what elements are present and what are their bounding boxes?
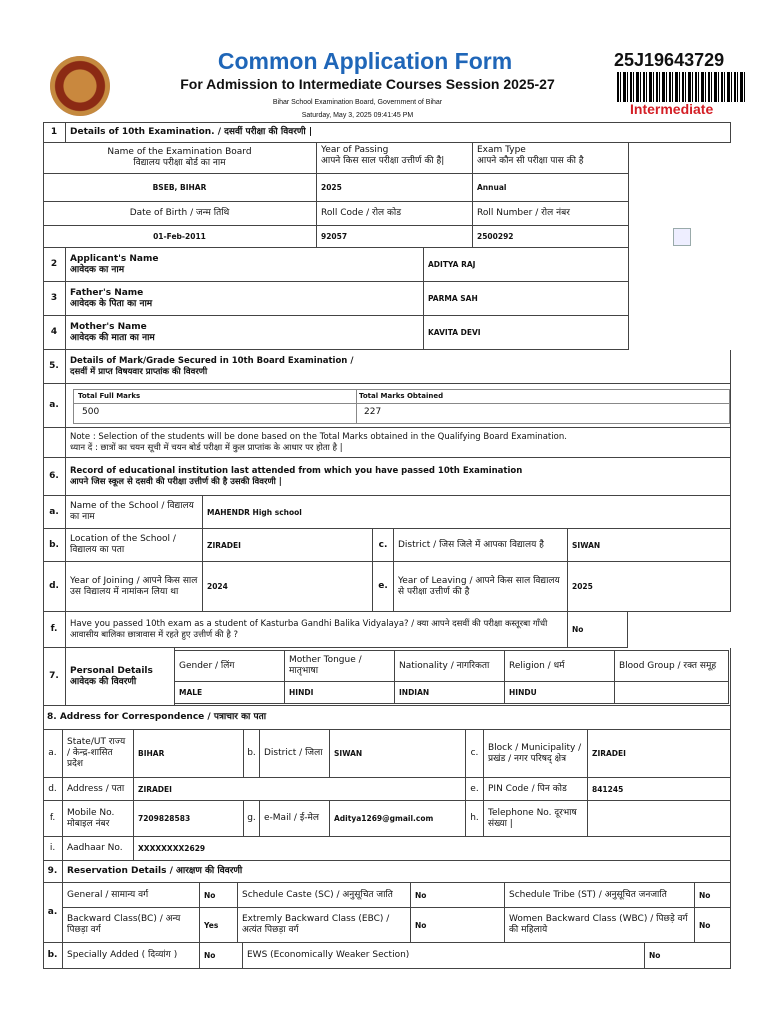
aadhaar-label: Aadhaar No.	[63, 837, 134, 861]
label: Name of the Examination Board	[107, 147, 252, 158]
roll-number-header: Roll Number / रोल नंबर	[473, 202, 629, 226]
exam-type-value: Annual	[473, 174, 629, 202]
label: Exam Type	[477, 145, 526, 155]
section-number: 9.	[43, 861, 63, 883]
school-district-label: District / जिस जिले में आपका विद्यालय है	[394, 529, 568, 562]
school-name-value: MAHENDR High school	[203, 496, 731, 529]
year-joining-value: 2024	[203, 562, 373, 612]
district-value: SIWAN	[330, 730, 466, 778]
title: Details of Mark/Grade Secured in 10th Board Examination /	[70, 356, 354, 367]
sub-number: g.	[244, 801, 260, 837]
reservation-section-title: Reservation Details / आरक्षण की विवरणी	[63, 861, 731, 883]
district-label: District / जिला	[260, 730, 330, 778]
full-marks-label: Total Full Marks	[78, 392, 141, 400]
obtained-marks-label: Total Marks Obtained	[359, 392, 444, 400]
label-hindi: आपने कौन सी परीक्षा पास की है	[477, 155, 584, 166]
wbc-label: Women Backward Class (WBC) / पिछड़े वर्ग की महिलाये	[505, 908, 695, 943]
barcode	[617, 72, 745, 102]
year-joining-label: Year of Joining / आपने किस साल उस विद्यालय में नामांकन लिया था	[66, 562, 203, 612]
note: Note : Selection of the students will be done based on the Total Marks obtained in the Qualifying Board Examination.	[70, 432, 567, 443]
sub-number: i.	[43, 837, 63, 861]
nationality-header: Nationality / नागरिकता	[395, 650, 505, 682]
board-name: Bihar School Examination Board, Government of Bihar	[272, 99, 443, 106]
st-value: No	[695, 883, 731, 908]
state-value: BIHAR	[134, 730, 244, 778]
state-label: State/UT राज्य / केन्द्र-शासित प्रदेश	[63, 730, 134, 778]
ebc-label: Extremly Backward Class (EBC) / अत्यंत पिछड़ा वर्ग	[238, 908, 411, 943]
blank-cell	[43, 428, 66, 458]
sub-number: d.	[43, 562, 66, 612]
sub-number: a.	[43, 883, 63, 943]
general-label: General / सामान्य वर्ग	[63, 883, 200, 908]
sub-number: e.	[466, 778, 484, 801]
nationality-value: INDIAN	[395, 682, 505, 704]
mother-name-label	[66, 316, 424, 350]
address-value: ZIRADEI	[134, 778, 466, 801]
sub-number: a.	[43, 730, 63, 778]
course-label: Intermediate	[630, 101, 714, 117]
religion-value: HINDU	[505, 682, 615, 704]
email-value: Aditya1269@gmail.com	[330, 801, 466, 837]
telephone-value	[588, 801, 731, 837]
label: Personal Details	[70, 665, 153, 676]
year-leaving-value: 2025	[568, 562, 731, 612]
ews-label: EWS (Economically Weaker Section)	[243, 943, 645, 969]
blood-group-value	[615, 682, 729, 704]
school-district-value: SIWAN	[568, 529, 731, 562]
general-value: No	[200, 883, 238, 908]
label: Father's Name	[70, 287, 144, 298]
email-label: e-Mail / ई-मेल	[260, 801, 330, 837]
obtained-marks-value: 227	[364, 407, 382, 417]
specially-added-label: Specially Added ( दिव्यांग )	[63, 943, 200, 969]
section-number: 5.	[43, 350, 66, 384]
section-number: 1	[43, 122, 66, 143]
sub-number: h.	[466, 801, 484, 837]
exam-type-header	[473, 143, 629, 174]
border	[730, 648, 731, 706]
marks-inner-table	[73, 389, 730, 424]
mother-name-value: KAVITA DEVI	[424, 316, 629, 350]
label-hindi: आपने किस साल परीक्षा उत्तीर्ण की है|	[321, 155, 445, 166]
ews-value: No	[645, 943, 731, 969]
school-location-value: ZIRADEI	[203, 529, 373, 562]
block-value: ZIRADEI	[588, 730, 731, 778]
exam-board-value: BSEB, BIHAR	[43, 174, 317, 202]
school-name-label: Name of the School / विद्यालय का नाम	[66, 496, 203, 529]
mobile-value: 7209828583	[134, 801, 244, 837]
roll-code-value: 92057	[317, 226, 473, 248]
dob-value: 01-Feb-2011	[43, 226, 317, 248]
kgbv-question: Have you passed 10th exam as a student of Kasturba Gandhi Balika Vidyalaya? / क्या आपने दसवीं की परीक्षा कस्तूरबा गाँधी आवासीय बालिका छात्रावास में रहते हुए उत्तीर्ण की है ?	[66, 612, 568, 648]
title-hindi: दसवीं में प्राप्त विषयवार प्राप्तांक की विवरणी	[70, 366, 208, 377]
address-section-title: 8. Address for Correspondence / पत्राचार का पता	[43, 706, 731, 730]
wbc-value: No	[695, 908, 731, 943]
personal-details-label	[66, 648, 175, 706]
roll-number-value: 2500292	[473, 226, 629, 248]
selection-note	[66, 428, 731, 458]
exam-board-header	[43, 143, 317, 174]
telephone-label: Telephone No. दूरभाष संख्या |	[484, 801, 588, 837]
section-title: Details of 10th Examination. / दसवीं परीक्षा की विवरणी |	[66, 122, 731, 143]
year-passing-header	[317, 143, 473, 174]
father-name-value: PARMA SAH	[424, 282, 629, 316]
sub-number: d.	[43, 778, 63, 801]
label: Year of Passing	[321, 145, 389, 155]
bc-label: Backward Class(BC) / अन्य पिछड़ा वर्ग	[63, 908, 200, 943]
gender-header: Gender / लिंग	[175, 650, 285, 682]
section-number: 3	[43, 282, 66, 316]
year-passing-value: 2025	[317, 174, 473, 202]
title: Record of educational institution last attended from which you have passed 10th Examination	[70, 466, 523, 477]
applicant-name-value: ADITYA RAJ	[424, 248, 629, 282]
institution-section-title	[66, 458, 731, 496]
section-number: 4	[43, 316, 66, 350]
sub-number: b.	[43, 943, 63, 969]
label-hindi: विद्यालय परीक्षा बोर्ड का नाम	[133, 158, 226, 168]
father-name-label	[66, 282, 424, 316]
mobile-label: Mobile No. मोबाइल नंबर	[63, 801, 134, 837]
specially-added-value: No	[200, 943, 243, 969]
kgbv-answer: No	[568, 612, 628, 648]
photo-placeholder-icon	[673, 228, 691, 246]
sc-label: Schedule Caste (SC) / अनुसूचित जाति	[238, 883, 411, 908]
pin-value: 841245	[588, 778, 731, 801]
aadhaar-value: XXXXXXXX2629	[134, 837, 731, 861]
blood-group-header: Blood Group / रक्त समूह	[615, 650, 729, 682]
roll-code-header: Roll Code / रोल कोड	[317, 202, 473, 226]
address-label: Address / पता	[63, 778, 134, 801]
religion-header: Religion / धर्म	[505, 650, 615, 682]
page-title: Common Application Form	[217, 48, 513, 74]
sub-number: f.	[43, 612, 66, 648]
label-hindi: आवेदक की विवरणी	[70, 676, 137, 687]
school-location-label: Location of the School / विद्यालय का पता	[66, 529, 203, 562]
full-marks-value: 500	[82, 407, 100, 417]
label-hindi: आवेदक के पिता का नाम	[70, 298, 153, 309]
applicant-name-label	[66, 248, 424, 282]
ebc-value: No	[411, 908, 505, 943]
label: Applicant's Name	[70, 253, 159, 264]
label-hindi: आवेदक की माता का नाम	[70, 332, 155, 343]
sub-number: a.	[43, 384, 66, 428]
page-subtitle: For Admission to Intermediate Courses Session 2025-27	[180, 76, 555, 92]
st-label: Schedule Tribe (ST) / अनुसूचित जनजाति	[505, 883, 695, 908]
gender-value: MALE	[175, 682, 285, 704]
section-number: 2	[43, 248, 66, 282]
bc-value: Yes	[200, 908, 238, 943]
marks-section-title	[66, 350, 731, 384]
title-hindi: आपने जिस स्कूल से दसवी की परीक्षा उत्तीर्ण की है उसकी विवरणी |	[70, 476, 282, 487]
mother-tongue-header: Mother Tongue / मातृभाषा	[285, 650, 395, 682]
generated-datetime: Saturday, May 3, 2025 09:41:45 PM	[301, 112, 414, 119]
block-label: Block / Municipality / प्रखंड / नगर परिषद् क्षेत्र	[484, 730, 588, 778]
label-hindi: आवेदक का नाम	[70, 264, 125, 275]
note-hindi: ध्यान दें : छात्रों का चयन सूची में चयन बोर्ड परीक्षा में कुल प्राप्तांक के आधार पर होता है |	[70, 442, 343, 453]
section-number: 6.	[43, 458, 66, 496]
application-number: 25J19643729	[614, 50, 725, 70]
sub-number: e.	[373, 562, 394, 612]
label: Mother's Name	[70, 321, 147, 332]
sc-value: No	[411, 883, 505, 908]
dob-header: Date of Birth / जन्म तिथि	[43, 202, 317, 226]
sub-number: f.	[43, 801, 63, 837]
sub-number: b.	[244, 730, 260, 778]
year-leaving-label: Year of Leaving / आपने किस साल विद्यालय से परीक्षा उत्तीर्ण की है	[394, 562, 568, 612]
pin-label: PIN Code / पिन कोड	[484, 778, 588, 801]
sub-number: b.	[43, 529, 66, 562]
mother-tongue-value: HINDI	[285, 682, 395, 704]
section-number: 7.	[43, 648, 66, 706]
sub-number: a.	[43, 496, 66, 529]
sub-number: c.	[466, 730, 484, 778]
sub-number: c.	[373, 529, 394, 562]
